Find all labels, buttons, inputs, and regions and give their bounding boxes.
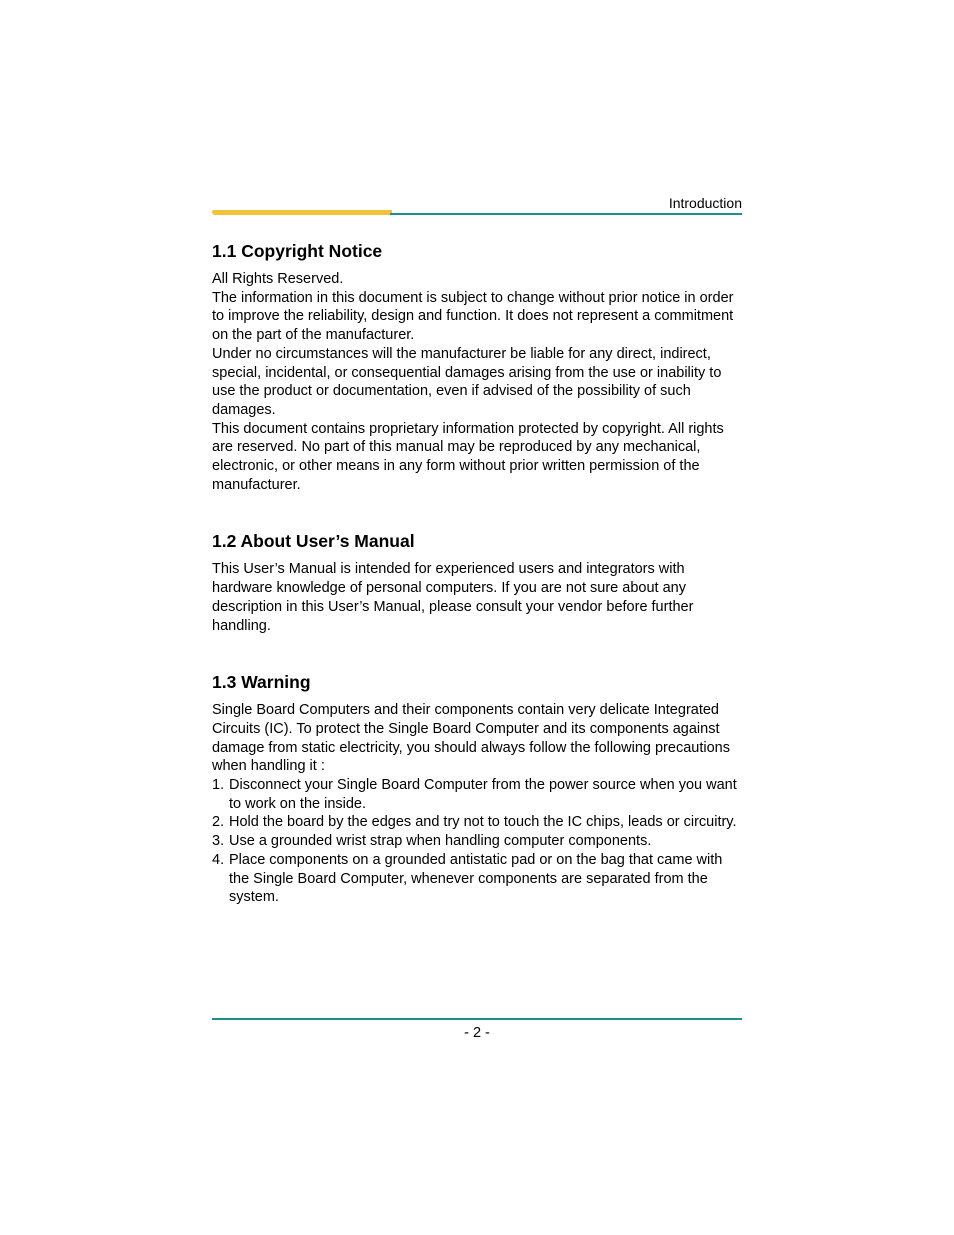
footer-rule (212, 1018, 742, 1020)
header-line (390, 213, 742, 215)
list-item (212, 776, 742, 813)
paragraph: Under no circumstances will the manufacturer be liable for any direct, indirect, special, incidental, or consequential damages arising from the use or inability to use the product or documentation, even if advised of the possibility of such damages. (212, 345, 722, 418)
list-item-number: 2. (212, 814, 225, 831)
list-item (212, 832, 742, 851)
list-item-text: Hold the board by the edges and try not to touch the IC chips, leads or circuitry. (229, 814, 737, 831)
section-warning (212, 671, 742, 907)
section-title: 1.2 About User’s Manual (212, 531, 415, 552)
list-item-number: 4. (212, 851, 225, 868)
paragraph: This User’s Manual is intended for experienced users and integrators with hardware knowledge of personal computers. If you are not sure about any description in this User’s Manual, please consult your vendor before further handling. (212, 561, 694, 634)
section-title: 1.1 Copyright Notice (212, 241, 383, 261)
list-item-number: 1. (212, 777, 225, 794)
list-item (212, 813, 742, 832)
paragraph: The information in this document is subject to change without prior notice in order to improve the reliability, design and function. It does not represent a commitment on the part of the manufacturer. (212, 289, 734, 344)
list-item (212, 851, 742, 907)
paragraph: This document contains proprietary information protected by copyright. All rights are reserved. No part of this manual may be reproduced by any mechanical, electronic, or other means in any form without prior written permission of the manufacturer. (212, 420, 724, 493)
content (212, 240, 742, 943)
section-copyright (212, 240, 742, 494)
header-accent-bar (212, 210, 392, 215)
list-item-text: Disconnect your Single Board Computer from the power source when you want to work on the inside. (229, 777, 737, 812)
header-section-label: Introduction (668, 195, 742, 211)
list-item-number: 3. (212, 833, 225, 850)
section-title: 1.3 Warning (212, 672, 311, 693)
page-number: - 2 - (464, 1025, 490, 1041)
paragraph: Single Board Computers and their components contain very delicate Integrated Circuits (IC). To protect the Single Board Computer and its components against damage from static electricity, you should always follow the following precautions when handling it : (212, 702, 730, 775)
list-item-text: Use a grounded wrist strap when handling computer components. (229, 833, 652, 850)
section-about-manual (212, 530, 742, 635)
precautions-list (212, 776, 742, 907)
list-item-text: Place components on a grounded antistatic pad or on the bag that came with the Single Board Computer, whenever components are separated from the system. (229, 851, 723, 906)
header-rule (212, 210, 742, 216)
paragraph: All Rights Reserved. (212, 271, 344, 287)
